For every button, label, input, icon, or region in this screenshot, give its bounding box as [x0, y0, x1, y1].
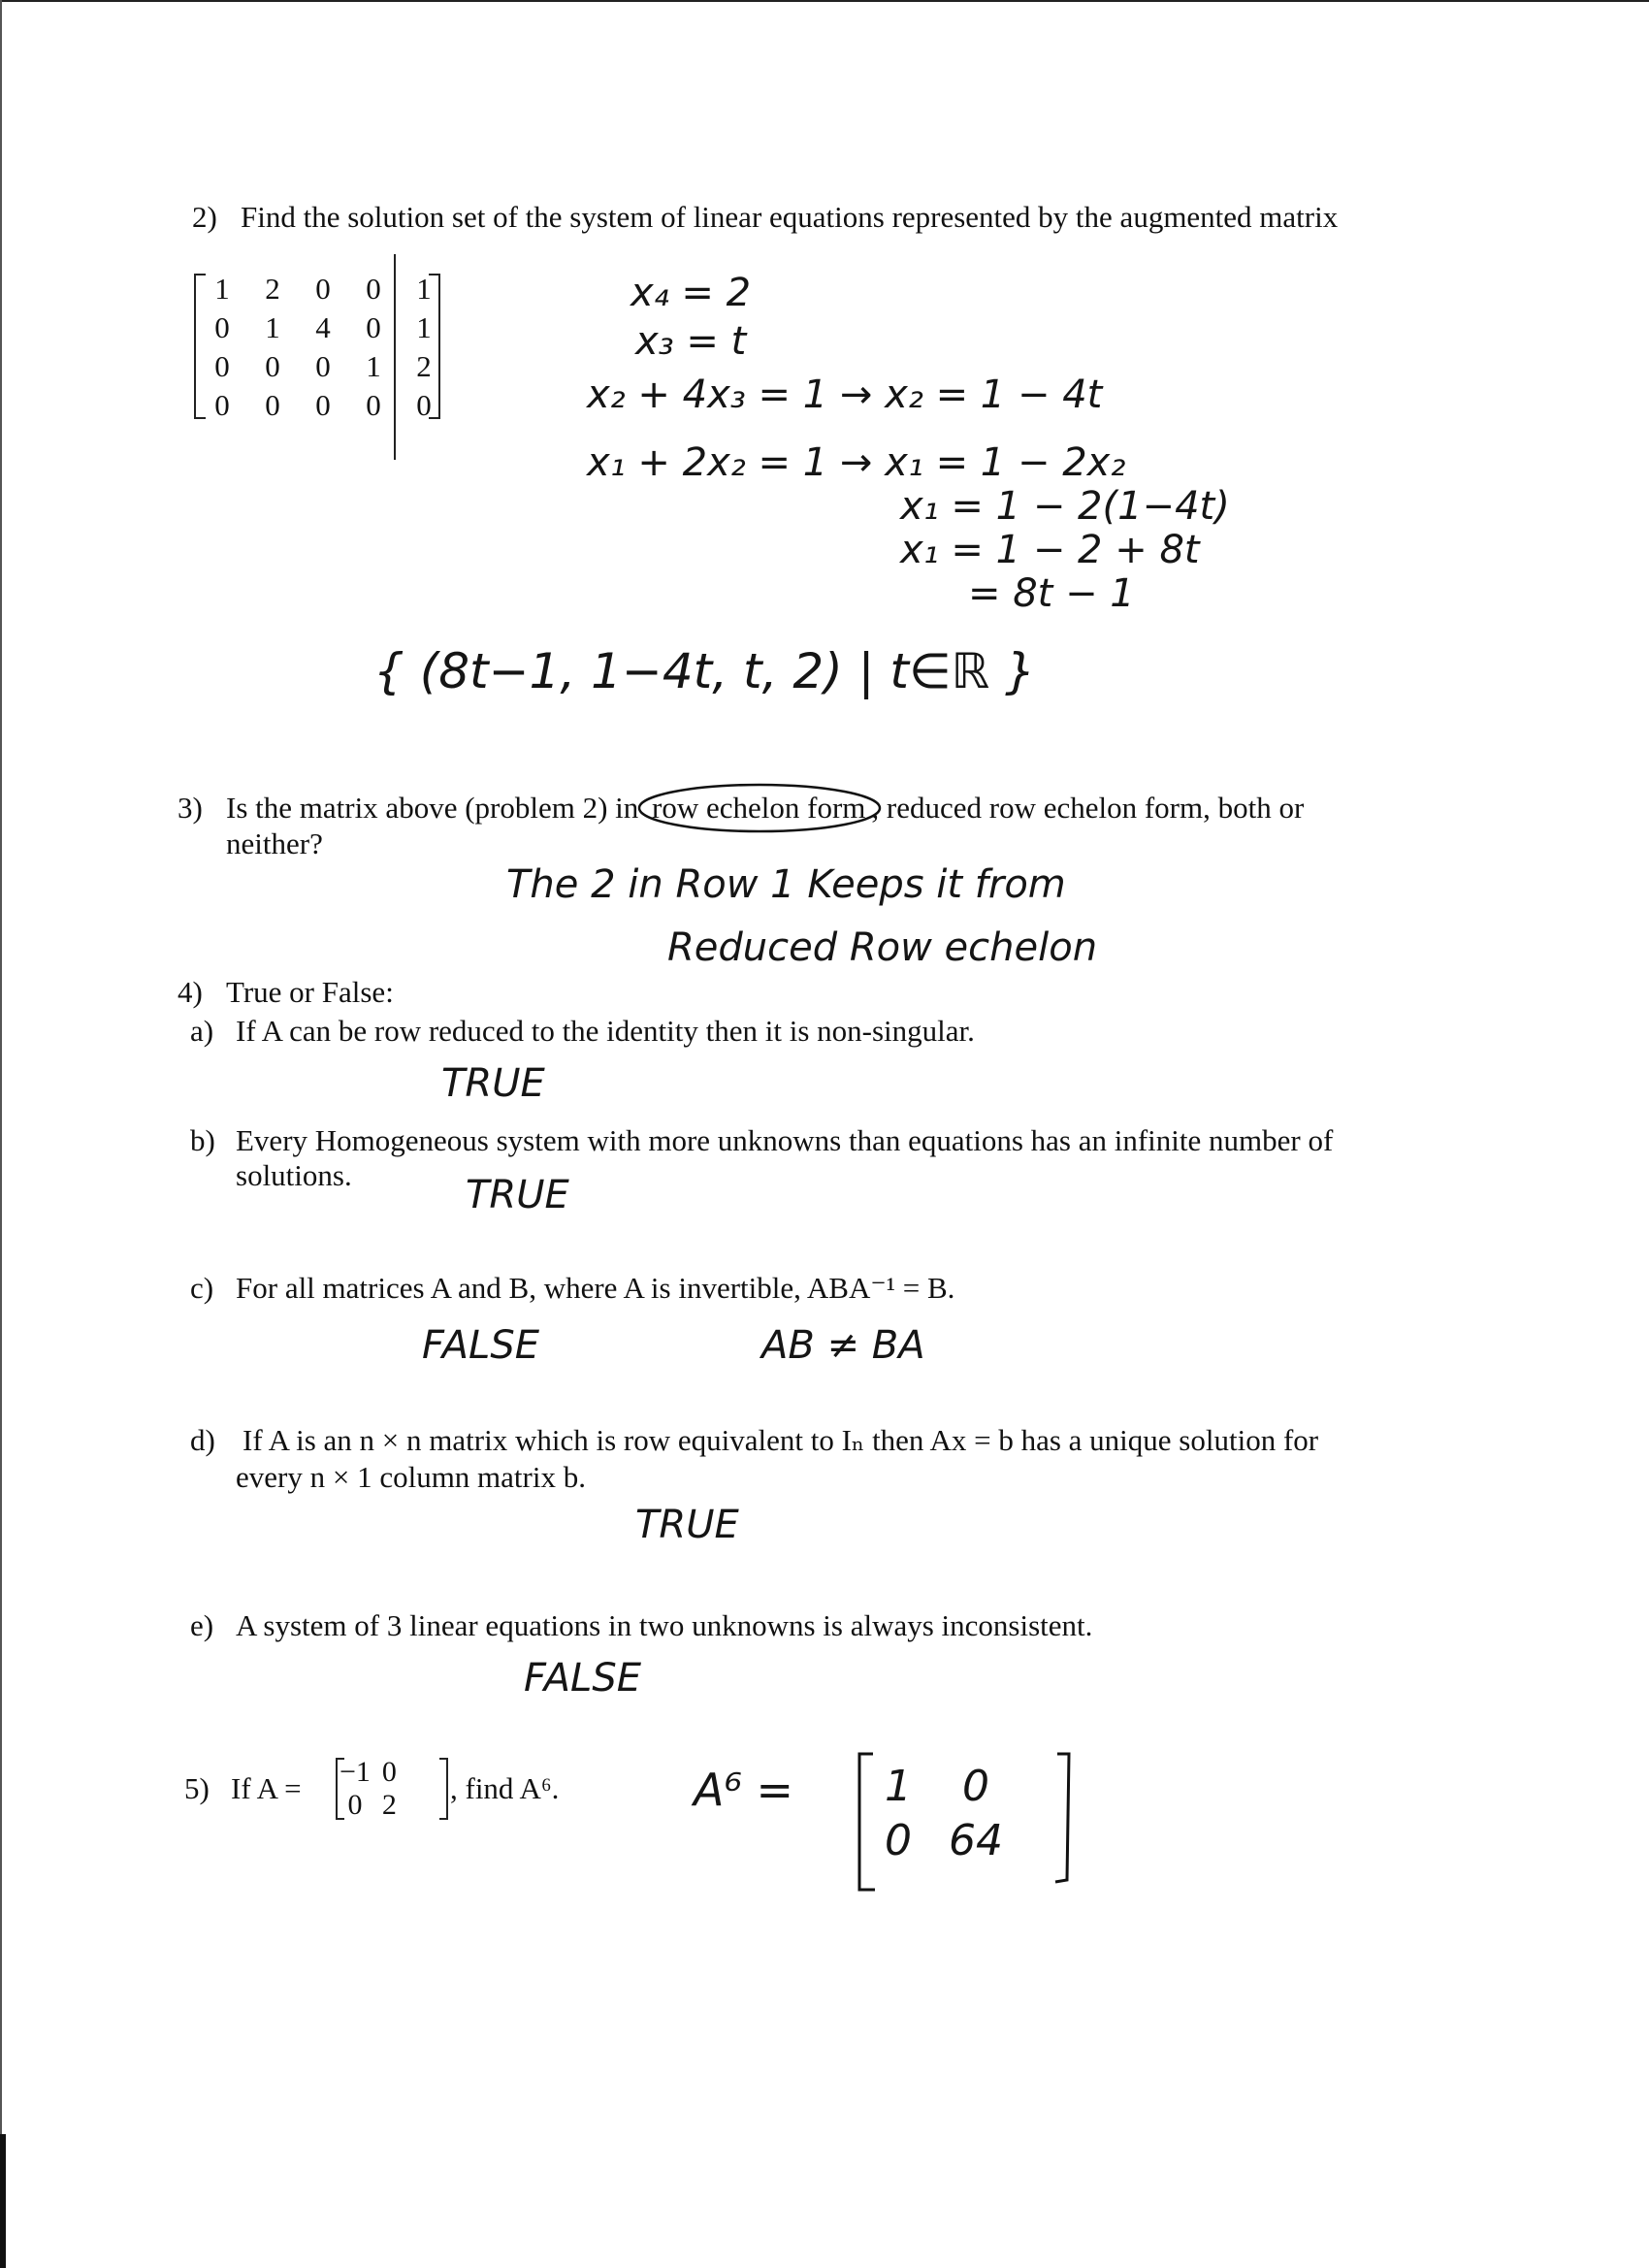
matrix-cell: 0	[366, 388, 381, 422]
item-c-answer: FALSE	[422, 1323, 539, 1368]
problem2-prompt: Find the solution set of the system of linear equations represented by the augmented matrix	[241, 200, 1339, 234]
matrix-cell: 2	[381, 1789, 397, 1821]
matrix-cell: 1	[214, 272, 230, 306]
matrix-cell: 0	[366, 272, 381, 306]
matrix-cell: 0	[366, 310, 381, 344]
problem2-number: 2)	[192, 200, 217, 234]
item-d-text: If A is an n × n matrix which is row equivalent to Iₙ then Ax = b has a unique solution for	[242, 1423, 1319, 1457]
problem3-prompt-before: Is the matrix above (problem 2) in	[226, 791, 639, 825]
matrix-cell: 1	[885, 1761, 912, 1811]
matrix-cell: 0	[265, 388, 280, 422]
problem5-prompt-before: If A =	[231, 1771, 302, 1805]
item-b-text-line2: solutions.	[236, 1158, 352, 1192]
item-a-answer: TRUE	[441, 1061, 545, 1106]
work-line-7: = 8t − 1	[968, 571, 1135, 616]
matrix-cell: 0	[214, 349, 230, 383]
item-d-answer: TRUE	[635, 1503, 739, 1547]
item-c-text: For all matrices A and B, where A is invertible, ABA⁻¹ = B.	[236, 1271, 955, 1305]
matrix-cell: 4	[315, 310, 331, 344]
item-b-answer: TRUE	[466, 1173, 569, 1217]
work-line-4: x₁ + 2x₂ = 1 → x₁ = 1 − 2x₂	[587, 440, 1126, 485]
problem5-prompt-after: , find A⁶.	[450, 1771, 560, 1805]
work-line-6: x₁ = 1 − 2 + 8t	[900, 528, 1200, 572]
work-line-2: x₃ = t	[635, 319, 747, 364]
problem5-number: 5)	[184, 1771, 210, 1805]
circled-choice-text: row echelon form	[652, 791, 866, 825]
matrix-cell: 0	[214, 310, 230, 344]
matrix-cell: 0	[214, 388, 230, 422]
item-c-note: AB ≠ BA	[761, 1323, 925, 1368]
problem3-prompt-line2: neither?	[226, 826, 323, 860]
matrix-cell: 1	[265, 310, 280, 344]
problem5-answer-lhs: A⁶ =	[694, 1764, 794, 1816]
item-a-letter: a)	[190, 1014, 214, 1048]
matrix-cell: 1	[416, 272, 432, 306]
matrix-cell: 1	[416, 310, 432, 344]
item-e-letter: e)	[190, 1608, 214, 1642]
matrix-cell: 0	[885, 1815, 912, 1865]
problem4-number: 4)	[178, 975, 203, 1009]
matrix-cell: −1	[340, 1756, 371, 1788]
matrix-cell: 0	[315, 272, 331, 306]
item-c-letter: c)	[190, 1271, 214, 1305]
matrix-cell: 0	[315, 349, 331, 383]
item-b-letter: b)	[190, 1123, 215, 1157]
matrix-cell: 2	[416, 349, 432, 383]
work-line-3: x₂ + 4x₃ = 1 → x₂ = 1 − 4t	[587, 373, 1103, 417]
item-b-text: Every Homogeneous system with more unknowns than equations has an infinite number of	[236, 1123, 1334, 1157]
work-line-1: x₄ = 2	[630, 271, 752, 315]
matrix-cell: 0	[381, 1756, 397, 1788]
problem3-number: 3)	[178, 791, 203, 825]
item-e-answer: FALSE	[524, 1656, 641, 1701]
matrix-cell: 1	[366, 349, 381, 383]
item-d-letter: d)	[190, 1423, 215, 1457]
item-d-text-line2: every n × 1 column matrix b.	[236, 1460, 586, 1494]
matrix-cell: 0	[962, 1761, 989, 1811]
item-a-text: If A can be row reduced to the identity then it is non-singular.	[236, 1014, 975, 1048]
matrix-cell: 0	[416, 388, 432, 422]
matrix-cell: 0	[315, 388, 331, 422]
work-line-5: x₁ = 1 − 2(1−4t)	[900, 484, 1230, 529]
problem3-answer-line2: Reduced Row echelon	[667, 925, 1098, 970]
matrix-cell: 2	[265, 272, 280, 306]
problem3-answer-line1: The 2 in Row 1 Keeps it from	[506, 862, 1066, 907]
matrix-cell: 0	[265, 349, 280, 383]
solution-set: { (8t−1, 1−4t, t, 2) | t∈ℝ }	[373, 643, 1036, 699]
matrix-cell: 0	[347, 1789, 363, 1821]
item-e-text: A system of 3 linear equations in two unknowns is always inconsistent.	[236, 1608, 1093, 1642]
problem3-prompt-after: , reduced row echelon form, both or	[871, 791, 1305, 825]
matrix-cell: 64	[949, 1815, 1003, 1865]
problem4-title: True or False:	[226, 975, 394, 1009]
